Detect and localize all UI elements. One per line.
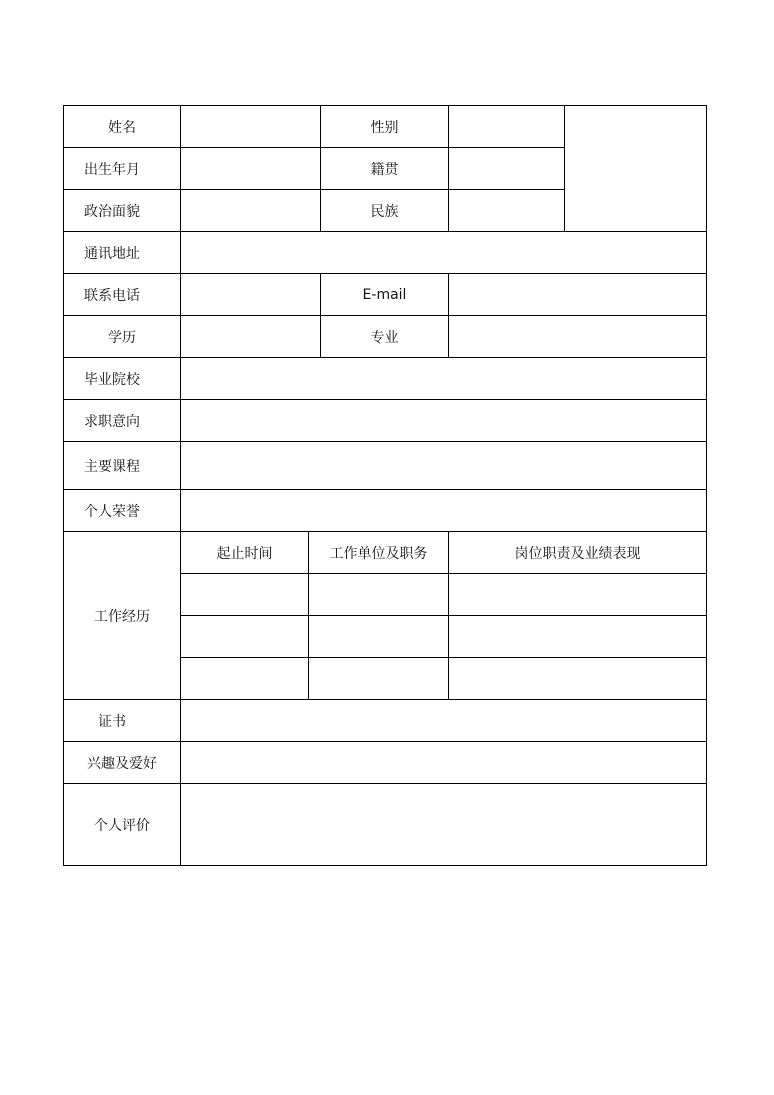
education-field[interactable] — [181, 316, 321, 358]
native-place-field[interactable] — [449, 148, 565, 190]
work-period-cell[interactable] — [181, 574, 309, 616]
job-intention-label: 求职意向 — [64, 400, 181, 442]
work-employer-cell[interactable] — [309, 574, 449, 616]
phone-label: 联系电话 — [64, 274, 181, 316]
phone-field[interactable] — [181, 274, 321, 316]
main-courses-label: 主要课程 — [64, 442, 181, 490]
hobbies-label: 兴趣及爱好 — [64, 742, 181, 784]
work-duties-cell[interactable] — [449, 658, 707, 700]
graduate-school-field[interactable] — [181, 358, 707, 400]
work-duties-cell[interactable] — [449, 574, 707, 616]
main-courses-field[interactable] — [181, 442, 707, 490]
work-header-employer: 工作单位及职务 — [309, 532, 449, 574]
self-evaluation-label: 个人评价 — [64, 784, 181, 866]
political-status-label: 政治面貌 — [64, 190, 181, 232]
political-status-field[interactable] — [181, 190, 321, 232]
birth-label: 出生年月 — [64, 148, 181, 190]
education-label: 学历 — [64, 316, 181, 358]
work-period-cell[interactable] — [181, 658, 309, 700]
work-employer-cell[interactable] — [309, 658, 449, 700]
major-field[interactable] — [449, 316, 707, 358]
email-label: E-mail — [321, 274, 449, 316]
graduate-school-label: 毕业院校 — [64, 358, 181, 400]
email-field[interactable] — [449, 274, 707, 316]
work-employer-cell[interactable] — [309, 616, 449, 658]
honors-label: 个人荣誉 — [64, 490, 181, 532]
work-header-period: 起止时间 — [181, 532, 309, 574]
photo-area[interactable] — [565, 106, 707, 232]
hobbies-field[interactable] — [181, 742, 707, 784]
gender-field[interactable] — [449, 106, 565, 148]
gender-label: 性别 — [321, 106, 449, 148]
native-place-label: 籍贯 — [321, 148, 449, 190]
name-field[interactable] — [181, 106, 321, 148]
address-field[interactable] — [181, 232, 707, 274]
work-period-cell[interactable] — [181, 616, 309, 658]
certificates-field[interactable] — [181, 700, 707, 742]
ethnicity-label: 民族 — [321, 190, 449, 232]
self-evaluation-field[interactable] — [181, 784, 707, 866]
job-intention-field[interactable] — [181, 400, 707, 442]
resume-form-table-main — [63, 105, 707, 866]
certificates-label: 证书 — [64, 700, 181, 742]
birth-field[interactable] — [181, 148, 321, 190]
address-label: 通讯地址 — [64, 232, 181, 274]
work-experience-label: 工作经历 — [64, 532, 181, 700]
work-header-duties: 岗位职责及业绩表现 — [449, 532, 707, 574]
work-duties-cell[interactable] — [449, 616, 707, 658]
honors-field[interactable] — [181, 490, 707, 532]
ethnicity-field[interactable] — [449, 190, 565, 232]
name-label: 姓名 — [64, 106, 181, 148]
major-label: 专业 — [321, 316, 449, 358]
